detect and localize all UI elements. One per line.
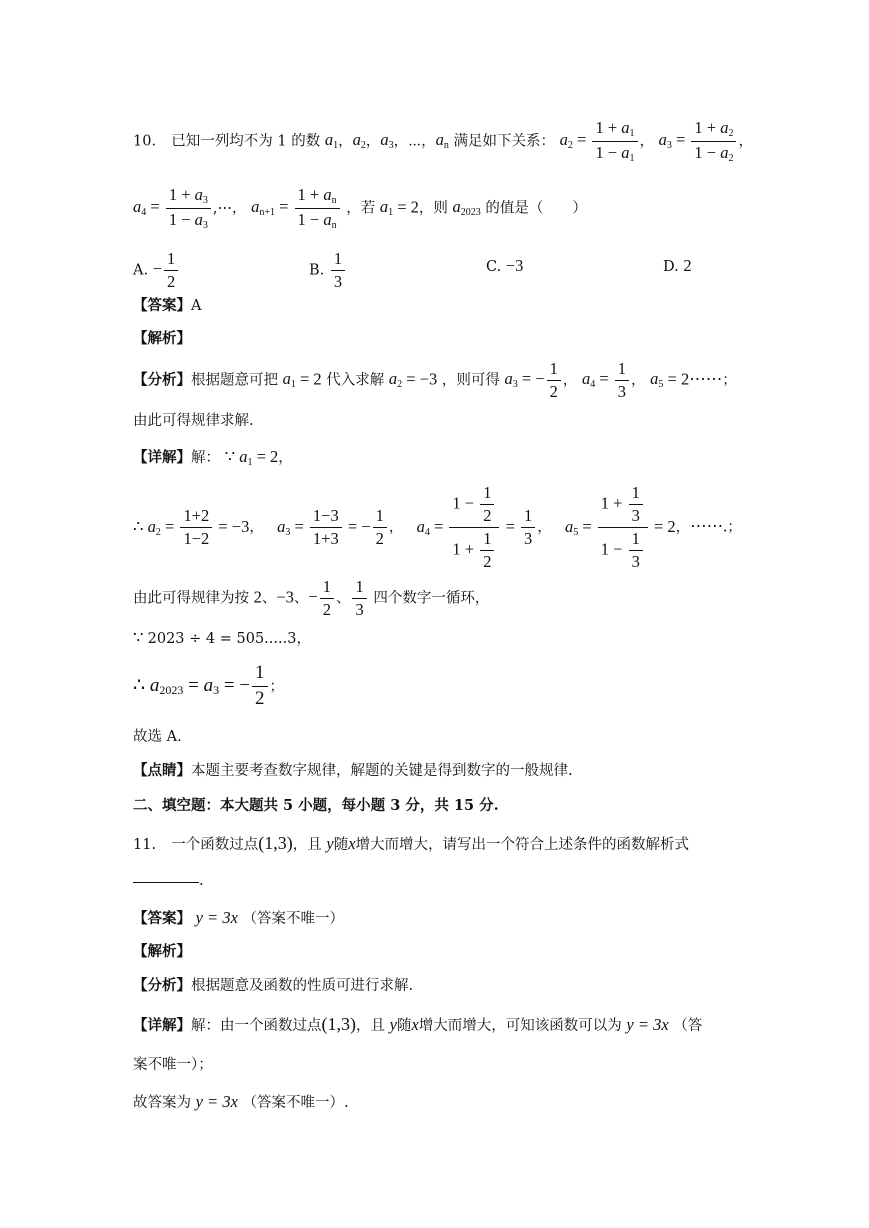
q10-xiangjie: 【详解】解： ∵ $a_1 = 2$， bbox=[133, 447, 293, 468]
q10-line1: 10. 已知一列均不为 1 的数 $a_1$，$a_2$，$a_3$，⋯，$a_n$ 满足如下关系： $a_2$ = $\frac{1 + a_1}{1 - a_1}$ ， $a_3$ = $\frac{1 + a_2}{1 - a_2}$ ， bbox=[133, 118, 753, 164]
q11-analysis-heading: 【解析】 bbox=[133, 943, 191, 960]
q10-option-d: D. 2 bbox=[663, 256, 692, 275]
q11-xiangjie: 【详解】解：由一个函数过点(1,3)，且 y随x增大而增大，可知该函数可以为 y = 3x （答 bbox=[133, 1014, 703, 1034]
q10-line2: $a_4$ = $\frac{1 + a_3}{1 - a_3}$ ,⋯， $a_{n+1}$ = $\frac{1 + a_n}{1 - a_n}$ ，若 $a_1 = 2$，则 $a_{2023}$ 的值是（ ） bbox=[133, 185, 587, 231]
q10-option-a: A. − $\frac{1}{2}$ bbox=[133, 250, 180, 291]
q10-fenxi: 【分析】根据题意可把 $a_1 = 2$ 代入求解 $a_2 = -3$ ，则可得 $a_3$ = − $\frac{1}{2}$ ， $a_4$ = $\frac{1}{3}$ ， $a_5$ = 2⋯⋯； bbox=[133, 359, 737, 402]
q11-number: 11. bbox=[133, 837, 157, 853]
q11-answer: 【答案】 y = 3x （答案不唯一） bbox=[133, 908, 344, 927]
q11-fenxi: 【分析】根据题意及函数的性质可进行求解. bbox=[133, 977, 414, 994]
q10-dianjing: 【点睛】本题主要考查数字规律，解题的关键是得到数字的一般规律. bbox=[133, 762, 573, 779]
q10-choose: 故选 A. bbox=[133, 729, 182, 745]
q11-stem: 11. 一个函数过点(1,3)，且 y随x增大而增大，请写出一个符合上述条件的函数解析式 bbox=[133, 833, 690, 853]
section-heading: 二、填空题：本大题共 5 小题，每小题 3 分，共 15 分. bbox=[133, 797, 499, 814]
q10-number: 10. bbox=[133, 133, 157, 150]
q10-fenxi-end: 由此可得规律求解. bbox=[133, 413, 254, 429]
q11-blank: . bbox=[133, 873, 204, 890]
q10-derivation: ∴ $a_2$ = $\frac{1+2}{1-2}$ = −3， $a_3$ = $\frac{1-3}{1+3}$ = − $\frac{1}{2}$ ， $a_4$ = 1 − $\frac{1}{2}$ 1 + $\frac{1}{2}$ = $\frac{1}{3}$ ， $a_5$ = 1 + $\frac{1}{3}$ 1 − $\frac{1}{3}$ = 2，⋯⋯.； bbox=[133, 483, 742, 572]
q10-division: ∵ 2023 ÷ 4 = 505.....3， bbox=[133, 628, 311, 647]
q10-option-c: C. −3 bbox=[486, 256, 524, 275]
answer-blank bbox=[133, 882, 199, 883]
q10-analysis-heading: 【解析】 bbox=[133, 330, 191, 347]
q10-rule: 由此可得规律为按 2、−3、− $\frac{1}{2}$ 、 $\frac{1}{3}$ 四个数字一循环， bbox=[133, 577, 490, 620]
q11-final: 故答案为 y = 3x （答案不唯一）. bbox=[133, 1092, 349, 1111]
q10-result: ∴ $a_{2023} = a_3$ = − $\frac{1}{2}$ ； bbox=[133, 662, 284, 709]
q10-option-b: B. $\frac{1}{3}$ bbox=[309, 250, 347, 291]
q10-answer: 【答案】A bbox=[133, 297, 202, 314]
q10-stem: 已知一列均不为 1 的数 bbox=[171, 133, 321, 150]
q11-xiangjie-cont: 案不唯一）； bbox=[133, 1057, 213, 1073]
